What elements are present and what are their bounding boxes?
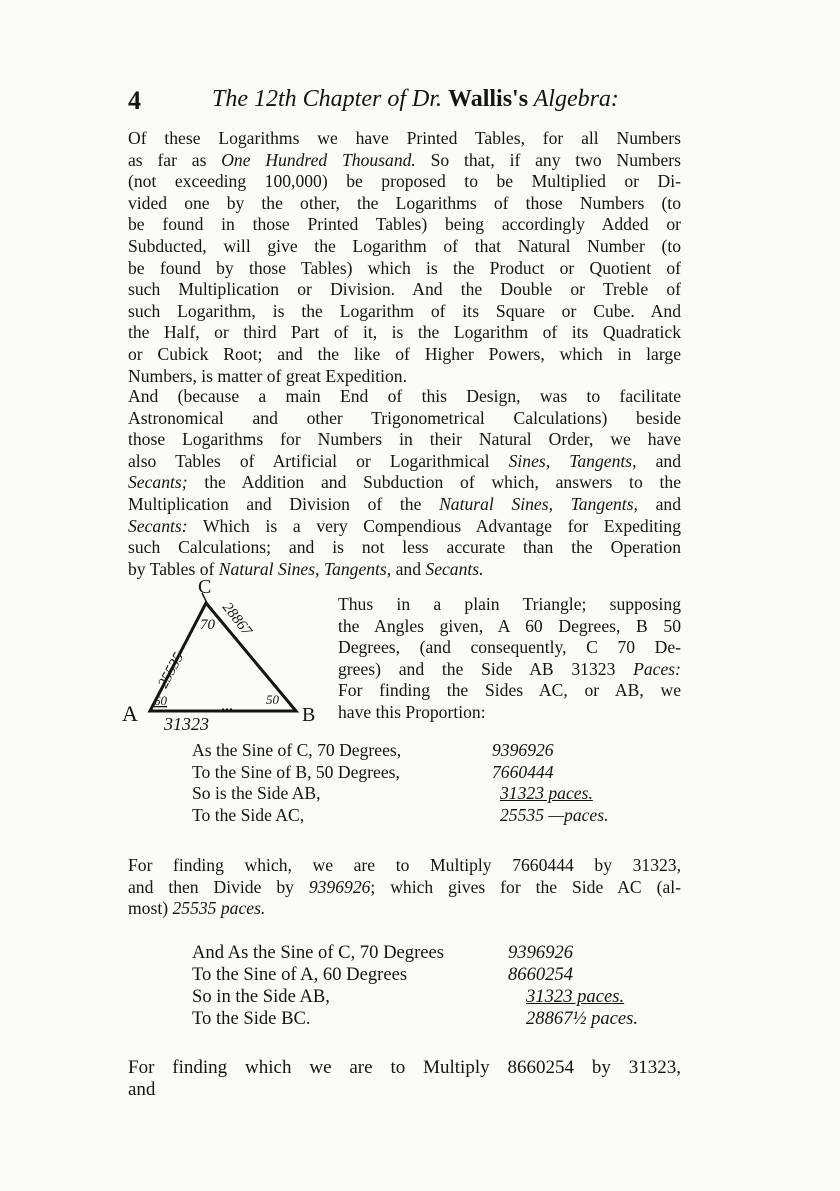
text-line: Secants; the Addition and Subduction of which, answers to the bbox=[128, 472, 681, 493]
text-line: and bbox=[128, 1078, 156, 1100]
text-line: those Logarithms for Numbers in their Natural Order, we have bbox=[128, 429, 681, 450]
vertex-b-label: B bbox=[302, 704, 316, 726]
proportion-side-bc bbox=[192, 942, 662, 1030]
running-title-name: Wallis's bbox=[448, 86, 529, 112]
text-line: most) 25535 paces. bbox=[128, 898, 266, 919]
text-line: or Cubick Root; and the like of Higher Powers, which in large bbox=[128, 343, 681, 364]
proportion-value: 8660254 bbox=[508, 964, 574, 985]
text-line: For finding the Sides AC, or AB, we bbox=[338, 680, 681, 701]
proportion-row bbox=[192, 1008, 662, 1030]
text-line: be found by those Tables) which is the Product or Quotient of bbox=[128, 257, 681, 278]
proportion-value: 31323 paces. bbox=[526, 986, 625, 1007]
text-line: such Multiplication or Division. And the Double or Treble of bbox=[128, 279, 681, 300]
side-ab-label: 31323 bbox=[164, 714, 209, 734]
running-title bbox=[212, 86, 619, 113]
paragraph-trigonometric-tables bbox=[128, 386, 681, 580]
page-number: 4 bbox=[128, 86, 141, 115]
vertex-a-label: A bbox=[122, 701, 138, 726]
text-line: the Angles given, A 60 Degrees, B 50 bbox=[338, 615, 681, 636]
text-line: also Tables of Artificial or Logarithmical Sines, Tangents, and bbox=[128, 450, 681, 471]
text-line: and then Divide by 9396926; which gives for the Side AC (al- bbox=[128, 876, 681, 897]
running-title-prefix: The 12th Chapter of Dr. bbox=[212, 86, 449, 112]
angle-a-label: 60 bbox=[154, 693, 167, 708]
text-line: grees) and the Side AB 31323 Paces: bbox=[338, 658, 681, 679]
proportion-value: 9396926 bbox=[492, 740, 554, 760]
proportion-row bbox=[192, 942, 662, 964]
paragraph-triangle-example bbox=[338, 594, 681, 724]
proportion-label: And As the Sine of C, 70 Degrees bbox=[192, 942, 445, 963]
proportion-label: So is the Side AB, bbox=[192, 783, 321, 803]
text-line: Degrees, (and consequently, C 70 De- bbox=[338, 637, 681, 658]
text-line: Astronomical and other Trigonometrical Calculations) beside bbox=[128, 407, 681, 428]
text-line: Thus in a plain Triangle; supposing bbox=[338, 594, 681, 614]
proportion-side-ac bbox=[192, 740, 642, 826]
proportion-value: 9396926 bbox=[508, 942, 574, 963]
proportion-row bbox=[192, 964, 662, 986]
text-line: vided one by the other, the Logarithms of those Numbers (to bbox=[128, 192, 681, 213]
running-head bbox=[128, 86, 648, 122]
triangle-figure bbox=[118, 575, 338, 735]
text-line: For finding which we are to Multiply 8660254 by 31323, bbox=[128, 1057, 681, 1078]
proportion-label: To the Sine of B, 50 Degrees, bbox=[192, 761, 400, 782]
proportion-label: So in the Side AB, bbox=[192, 986, 330, 1007]
text-line: For finding which, we are to Multiply 7660444 by 31323, bbox=[128, 855, 681, 875]
proportion-value: 28867½ paces. bbox=[526, 1008, 639, 1029]
text-line: such Calculations; and is not less accurate than the Operation bbox=[128, 537, 681, 558]
text-line: Subducted, will give the Logarithm of that Natural Number (to bbox=[128, 235, 681, 256]
text-line: Numbers, is matter of great Expedition. bbox=[128, 365, 407, 386]
paragraph-finding-bc bbox=[128, 1057, 681, 1100]
proportion-row bbox=[192, 805, 642, 827]
text-line: be found in those Printed Tables) being accordingly Added or bbox=[128, 214, 681, 235]
text-line: have this Proportion: bbox=[338, 701, 486, 722]
proportion-label: To the Sine of A, 60 Degrees bbox=[192, 964, 408, 985]
proportion-label: As the Sine of C, 70 Degrees, bbox=[192, 740, 402, 760]
triangle-diagram bbox=[118, 575, 338, 735]
text-line: Multiplication and Division of the Natural Sines, Tangents, and bbox=[128, 493, 681, 514]
text-line: as far as One Hundred Thousand. So that, if any two Numbers bbox=[128, 149, 681, 170]
proportion-value: 25535 —paces. bbox=[500, 804, 609, 825]
text-line: such Logarithm, is the Logarithm of its Square or Cube. And bbox=[128, 300, 681, 321]
text-line: the Half, or third Part of it, is the Logarithm of its Quadratick bbox=[128, 322, 681, 343]
proportion-row bbox=[192, 986, 662, 1008]
proportion-value: 7660444 bbox=[492, 761, 554, 782]
running-title-suffix: Algebra: bbox=[528, 86, 619, 112]
text-line: by Tables of Natural Sines, Tangents, and Secants. bbox=[128, 558, 484, 579]
angle-b-label: 50 bbox=[266, 692, 279, 707]
proportion-row bbox=[192, 762, 642, 784]
paragraph-logarithm-tables bbox=[128, 128, 681, 387]
text-line: And (because a main End of this Design, was to facilitate bbox=[128, 386, 681, 406]
text-line: (not exceeding 100,000) be proposed to be Multiplied or Di- bbox=[128, 171, 681, 192]
proportion-label: To the Side AC, bbox=[192, 804, 305, 825]
text-line: Of these Logarithms we have Printed Tables, for all Numbers bbox=[128, 128, 681, 148]
side-ac-label: 25535 bbox=[155, 650, 188, 691]
paragraph-finding-ac bbox=[128, 855, 681, 920]
text-line: Secants: Which is a very Compendious Advantage for Expediting bbox=[128, 515, 681, 536]
angle-c-label: 70 bbox=[200, 617, 215, 633]
proportion-row bbox=[192, 740, 642, 762]
proportion-label: To the Side BC. bbox=[192, 1008, 311, 1029]
side-bc-label: 28867 bbox=[218, 599, 255, 640]
vertex-c-label: C bbox=[198, 576, 212, 598]
proportion-value: 31323 paces. bbox=[500, 783, 593, 803]
proportion-row bbox=[192, 783, 642, 805]
